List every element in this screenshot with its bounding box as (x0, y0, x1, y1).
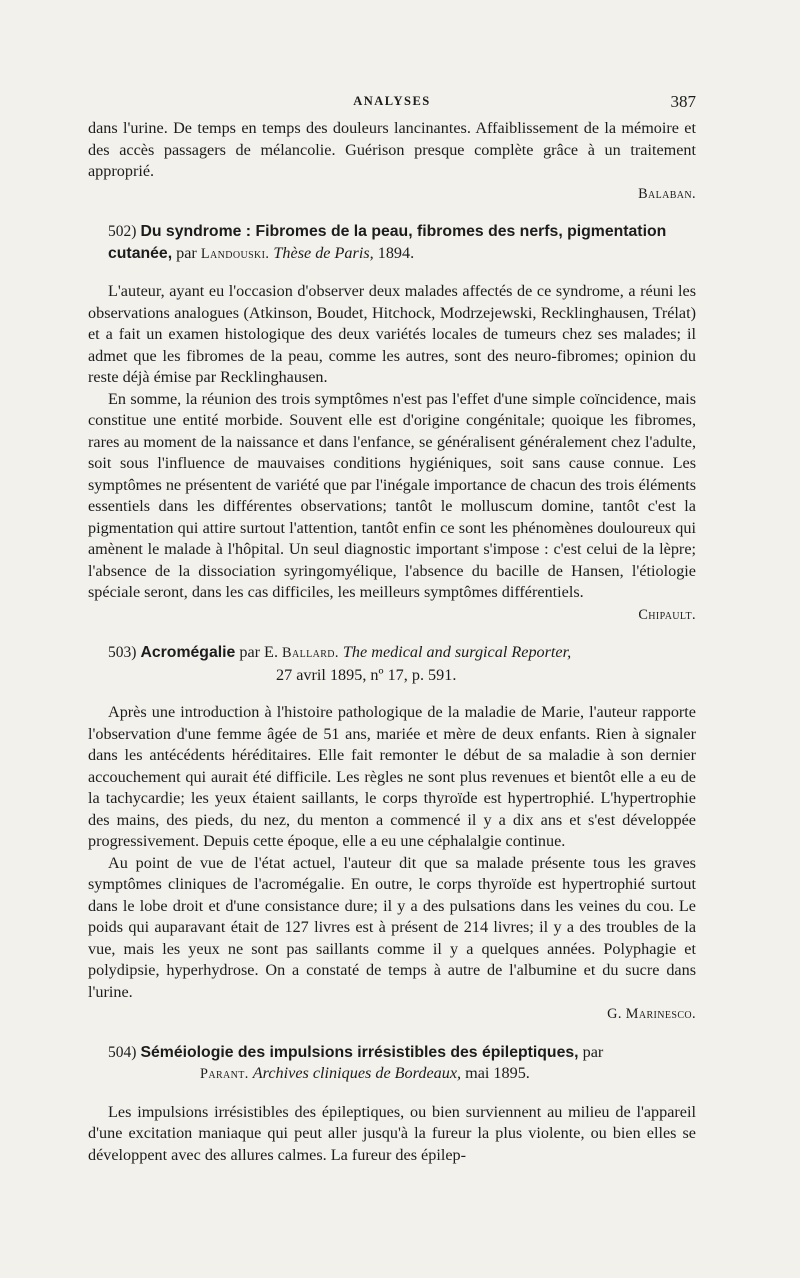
entry-504-by: par (582, 1042, 604, 1061)
running-title: ANALYSES (353, 94, 431, 108)
entry-504-date: mai 1895. (465, 1064, 530, 1082)
entry-503-number: 503) (108, 644, 137, 661)
signature-balaban: Balaban. (638, 185, 696, 202)
entry-503-by: par E. (239, 643, 278, 661)
body-text (88, 118, 696, 1166)
page-number: 387 (670, 92, 696, 111)
signature-chipault: Chipault. (638, 606, 696, 623)
page-header (88, 92, 696, 114)
entry-502-heading (88, 221, 696, 265)
signature-marinesco: G. Marinesco. (607, 1006, 696, 1022)
entry-502-number: 502) (108, 223, 137, 240)
continuation-paragraph: dans l'urine. De temps en temps des douleurs lancinantes. Affaiblissement de la mémoire et des accès passagers de mélancolie. Guérison presque complète grâce à un traitement approprié. (88, 119, 696, 180)
entry-504-number: 504) (108, 1043, 137, 1061)
entry-502-year: 1894. (377, 243, 415, 262)
entry-504-title: Séméiologie des impulsions irrésistibles des épileptiques, (140, 1043, 579, 1061)
entry-503-paragraph-2: Au point de vue de l'état actuel, l'auteur dit que sa malade présente tous les graves symptômes cliniques de l'acromégalie. En outre, le corps thyroïde est hypertrophié surtout dans le lobe droit et d'une consistance dure; il y a des pulsations dans les veines du cou. Le poids qui auparavant était de 127 livres est à présent de 214 livres; il y a des troubles de la vue, mais les yeux ne sont pas saillants comme il y a quelques années. Polyphagie et polydipsie, hyperhydrose. On a constaté de temps à autre de l'albumine et du sucre dans l'urine. (88, 853, 696, 1001)
entry-502-paragraph-2: En somme, la réunion des trois symptômes n'est pas l'effet d'une simple coïncidence, mais constitue une entité morbide. Souvent elle est d'origine congénitale; quoique les fibromes, rares au moment de la naissance et dans l'enfance, se généralisent généralement chez l'adulte, soit sous l'influence de mauvaises conditions hygiéniques, soit sans cause connue. Les symptômes ne présentent de variété que par l'inégale importance de chacun des trois éléments essentiels dans les différentes observations; tantôt le molluscum domine, tantôt c'est la pigmentation qui attire surtout l'attention, tantôt enfin ce sont les phénomènes douloureux qui amènent le malade à l'hôpital. Un seul diagnostic important s'impose : c'est celui de la lèpre; l'absence de la dissociation syringomyélique, l'absence du bacille de Hansen, l'étiologie spéciale seront, dans les cas difficiles, les meilleurs symptômes différentiels. (88, 389, 696, 601)
entry-503-date: 27 avril 1895, nº 17, p. 591. (276, 665, 457, 684)
entry-504-author: Parant. (200, 1066, 249, 1082)
entry-502-by: par (176, 243, 197, 262)
entry-502-title: Du syndrome : Fibromes de la peau, fibromes des nerfs, pigmentation cutanée, (108, 223, 667, 262)
entry-502-paragraph-1: L'auteur, ayant eu l'occasion d'observer deux malades affectés de ce syndrome, a réuni les observations analogues (Atkinson, Boudet, Hitchock, Modrzejewski, Recklinghausen, Trélat) et a fait un examen histologique des deux variétés locales de tumeurs chez ses malades; il admet que les fibromes de la peau, comme les autres, sont des neuro-fibromes; opinion du reste déjà émise par Recklinghausen. (88, 282, 696, 386)
entry-504-paragraph-1: Les impulsions irrésistibles des épileptiques, ou bien surviennent au milieu de l'appareil d'une excitation maniaque qui peut aller jusqu'à la fureur la plus violente, ou bien elles se développent avec des allures calmes. La fureur des épilep- (88, 1102, 696, 1164)
entry-503-title: Acromégalie (140, 644, 236, 661)
entry-503-source: The medical and surgical Reporter, (342, 643, 572, 661)
entry-502-author: Landouski. (200, 245, 270, 262)
entry-502-source: Thèse de Paris, (273, 243, 374, 262)
entry-503-heading (88, 642, 696, 686)
entry-503-author: Ballard. (282, 645, 339, 661)
entry-504-source: Archives cliniques de Bordeaux, (252, 1064, 462, 1082)
entry-504-heading (88, 1042, 696, 1086)
entry-503-paragraph-1: Après une introduction à l'histoire pathologique de la maladie de Marie, l'auteur rapporte l'observation d'une femme âgée de 51 ans, mariée et mère de deux enfants. Rien à signaler dans les antécédents héréditaires. Elle fait remonter le début de sa maladie à son dernier accouchement qui aurait été difficile. Les règles ne sont plus revenues et bientôt elle a eu de la tachycardie; les yeux étaient saillants, le corps thyroïde est hypertrophié. L'hypertrophie des mains, des pieds, du nez, du menton a commencé il y a dix ans et s'est développée progressivement. Depuis cette époque, elle a eu une céphalalgie continue. (88, 703, 696, 850)
